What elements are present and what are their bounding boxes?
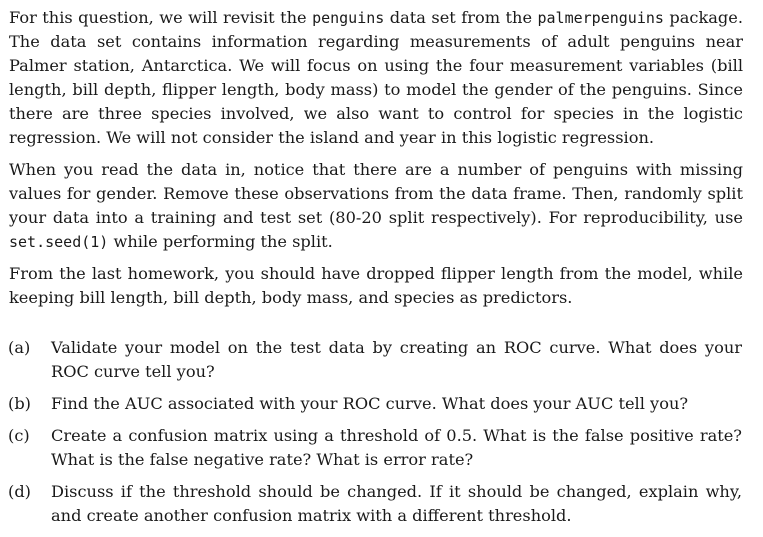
model-text: From the last homework, you should have dropped flipper length from the model, while keeping bill length, bill depth, body mass, and species as predictors. <box>9 264 743 307</box>
question-marker: (d) <box>8 482 31 501</box>
intro-paragraph <box>9 6 743 150</box>
model-paragraph <box>9 262 743 310</box>
intro-text-1: For this question, we will revisit the <box>9 8 313 27</box>
question-marker: (b) <box>8 394 31 413</box>
data-prep-paragraph <box>9 158 743 254</box>
question-item <box>8 336 742 384</box>
question-item <box>8 480 742 528</box>
question-text: Find the AUC associated with your ROC curve. What does your AUC tell you? <box>51 394 689 413</box>
code-palmerpenguins: palmerpenguins <box>537 9 664 27</box>
data-prep-text-1: When you read the data in, notice that there are a number of penguins with missing values for gender. Remove these observations from the data frame. Then, randomly split your data into a training and test set (80-20 split respectively). For reproducibility, use <box>9 160 743 227</box>
document-body <box>9 6 743 310</box>
question-item <box>8 424 742 472</box>
question-text: Discuss if the threshold should be changed. If it should be changed, explain why, and create another confusion matrix with a different threshold. <box>51 482 742 525</box>
question-item <box>8 392 742 416</box>
question-marker: (a) <box>8 338 31 357</box>
intro-text-2: data set from the <box>384 8 538 27</box>
question-text: Create a confusion matrix using a threshold of 0.5. What is the false positive rate? What is the false negative rate? What is error rate? <box>51 426 742 469</box>
question-marker: (c) <box>8 426 30 445</box>
code-penguins: penguins <box>312 9 385 27</box>
code-set-seed: set.seed(1) <box>9 233 109 251</box>
question-list <box>8 336 742 528</box>
intro-text-3: package. The data set contains information regarding measurements of adult penguins near Palmer station, Antarctica. We will focus on using the four measurement variables (bill length, bill depth, flipper length, body mass) to model the gender of the penguins. Since there are three species involved, we also want to control for species in the logistic regression. We will not consider the island and year in this logistic regression. <box>9 8 744 147</box>
question-text: Validate your model on the test data by creating an ROC curve. What does your ROC curve tell you? <box>51 338 742 381</box>
data-prep-text-2: while performing the split. <box>108 232 333 251</box>
